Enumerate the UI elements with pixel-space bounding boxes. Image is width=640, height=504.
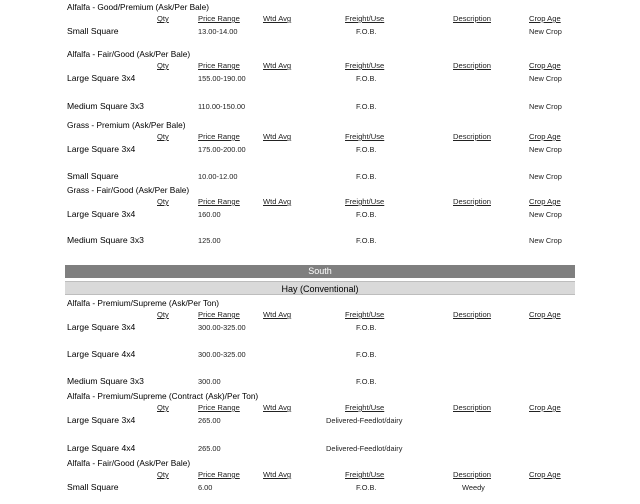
col-header-description: Description [453,310,491,319]
col-header-description: Description [453,14,491,23]
col-header-qty: Qty [157,14,169,23]
product-name: Large Square 3x4 [67,73,136,83]
product-name: Medium Square 3x3 [67,376,144,386]
col-header-crop-age: Crop Age [529,197,561,206]
crop-age: New Crop [529,74,562,83]
col-header-price-range: Price Range [198,403,240,412]
col-header-description: Description [453,132,491,141]
product-name: Large Square 3x4 [67,415,136,425]
col-header-price-range: Price Range [198,132,240,141]
price-range: 155.00-190.00 [198,74,246,83]
group-title: Grass - Premium (Ask/Per Bale) [67,120,186,130]
product-name: Small Square [67,482,119,492]
description: Weedy [462,483,485,492]
group-title: Alfalfa - Premium/Supreme (Ask/Per Ton) [67,298,220,308]
col-header-crop-age: Crop Age [529,132,561,141]
col-header-freight: Freight/Use [345,197,385,206]
col-header-crop-age: Crop Age [529,310,561,319]
col-header-description: Description [453,470,491,479]
freight-use: F.O.B. [356,74,377,83]
product-name: Large Square 3x4 [67,209,136,219]
price-range: 125.00 [198,236,221,245]
col-header-qty: Qty [157,197,169,206]
product-name: Large Square 3x4 [67,322,136,332]
freight-use: F.O.B. [356,483,377,492]
col-header-wtd-avg: Wtd Avg [263,197,292,206]
price-range: 300.00 [198,377,221,386]
col-header-description: Description [453,61,491,70]
col-header-freight: Freight/Use [345,403,385,412]
freight-use: Delivered-Feedlot/dairy [326,444,403,453]
freight-use: F.O.B. [356,377,377,386]
col-header-crop-age: Crop Age [529,470,561,479]
col-header-crop-age: Crop Age [529,403,561,412]
col-header-price-range: Price Range [198,310,240,319]
col-header-description: Description [453,403,491,412]
commodity-header: Hay (Conventional) [65,281,575,295]
price-range: 265.00 [198,444,221,453]
col-header-qty: Qty [157,132,169,141]
col-header-wtd-avg: Wtd Avg [263,61,292,70]
col-header-wtd-avg: Wtd Avg [263,403,292,412]
group-title: Alfalfa - Premium/Supreme (Contract (Ask)/Per Ton) [67,391,259,401]
price-range: 300.00-325.00 [198,323,246,332]
price-range: 265.00 [198,416,221,425]
col-header-freight: Freight/Use [345,470,385,479]
col-header-price-range: Price Range [198,470,240,479]
col-header-freight: Freight/Use [345,310,385,319]
col-header-freight: Freight/Use [345,61,385,70]
col-header-price-range: Price Range [198,14,240,23]
freight-use: Delivered-Feedlot/dairy [326,416,403,425]
product-name: Small Square [67,171,119,181]
group-title: Alfalfa - Good/Premium (Ask/Per Bale) [67,2,210,12]
col-header-description: Description [453,197,491,206]
col-header-wtd-avg: Wtd Avg [263,14,292,23]
price-range: 13.00-14.00 [198,27,238,36]
col-header-crop-age: Crop Age [529,61,561,70]
col-header-freight: Freight/Use [345,132,385,141]
col-header-freight: Freight/Use [345,14,385,23]
col-header-crop-age: Crop Age [529,14,561,23]
product-name: Medium Square 3x3 [67,101,144,111]
col-header-qty: Qty [157,310,169,319]
crop-age: New Crop [529,145,562,154]
col-header-wtd-avg: Wtd Avg [263,132,292,141]
region-header: South [65,265,575,278]
crop-age: New Crop [529,172,562,181]
col-header-price-range: Price Range [198,61,240,70]
freight-use: F.O.B. [356,27,377,36]
col-header-wtd-avg: Wtd Avg [263,310,292,319]
price-range: 175.00-200.00 [198,145,246,154]
product-name: Large Square 4x4 [67,349,136,359]
price-range: 160.00 [198,210,221,219]
price-range: 300.00-325.00 [198,350,246,359]
freight-use: F.O.B. [356,102,377,111]
price-range: 110.00-150.00 [198,102,246,111]
group-title: Alfalfa - Fair/Good (Ask/Per Bale) [67,458,191,468]
group-title: Alfalfa - Fair/Good (Ask/Per Bale) [67,49,191,59]
freight-use: F.O.B. [356,210,377,219]
col-header-qty: Qty [157,61,169,70]
product-name: Large Square 3x4 [67,144,136,154]
crop-age: New Crop [529,102,562,111]
product-name: Large Square 4x4 [67,443,136,453]
product-name: Small Square [67,26,119,36]
crop-age: New Crop [529,236,562,245]
freight-use: F.O.B. [356,172,377,181]
crop-age: New Crop [529,27,562,36]
group-title: Grass - Fair/Good (Ask/Per Bale) [67,185,190,195]
product-name: Medium Square 3x3 [67,235,144,245]
crop-age: New Crop [529,210,562,219]
freight-use: F.O.B. [356,145,377,154]
col-header-price-range: Price Range [198,197,240,206]
freight-use: F.O.B. [356,323,377,332]
freight-use: F.O.B. [356,236,377,245]
col-header-wtd-avg: Wtd Avg [263,470,292,479]
col-header-qty: Qty [157,470,169,479]
col-header-qty: Qty [157,403,169,412]
price-range: 6.00 [198,483,213,492]
freight-use: F.O.B. [356,350,377,359]
price-range: 10.00-12.00 [198,172,238,181]
